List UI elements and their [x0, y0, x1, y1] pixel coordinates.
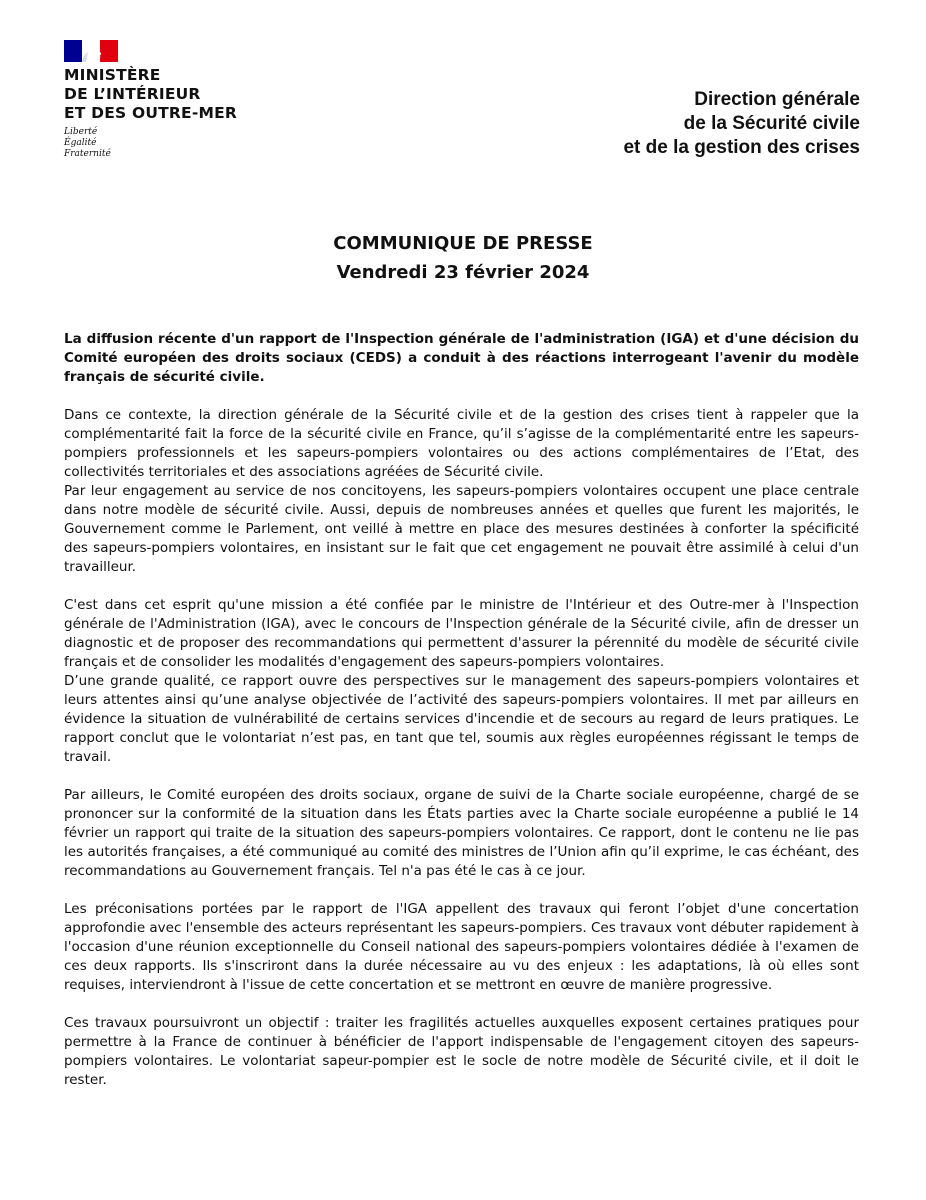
direction-name	[623, 88, 860, 160]
body-paragraph: Dans ce contexte, la direction générale de la Sécurité civile et de la gestion des crises tient à rappeler que la complémentarité fait la force de la sécurité civile en France, qu’il s’agisse de la complémentarité entre les sapeurs-pompiers professionnels et les sapeurs-pompiers volontaires ou des actions complémentaires de l’Etat, des collectivités territoriales et des associations agréées de Sécurité civile.	[64, 407, 859, 480]
body-paragraph: C'est dans cet esprit qu'une mission a été confiée par le ministre de l'Intérieur et des Outre-mer à l'Inspection générale de l'Administration (IGA), avec le concours de l'Inspection générale de la Sécurité civile, afin de dresser un diagnostic et de proposer des recommandations qui permettent d'assurer la pérennité du modèle de sécurité civile français et de consolider les modalités d'engagement des sapeurs-pompiers volontaires.	[64, 597, 859, 670]
document-body	[64, 330, 859, 1109]
body-paragraph: Les préconisations portées par le rapport de l'IGA appellent des travaux qui feront l’objet d'une concertation approfondie avec l'ensemble des acteurs représentant les sapeurs-pompiers. Ces travaux vont débuter rapidement à l'occasion d'une réunion exceptionnelle du Conseil national des sapeurs-pompiers volontaires dédiée à l'examen de ces deux rapports. Ils s'inscriront dans la durée nécessaire au vu des enjeux : les adaptations, là où elles sont requises, interviendront à l'issue de cette concertation et se mettront en œuvre de manière progressive.	[64, 901, 859, 993]
ministry-logo	[64, 40, 284, 160]
document-date: Vendredi 23 février 2024	[336, 262, 590, 283]
ministry-line: ET DES OUTRE-MER	[64, 104, 238, 122]
body-paragraph: Par leur engagement au service de nos concitoyens, les sapeurs-pompiers volontaires occupent une place centrale dans notre modèle de sécurité civile. Aussi, depuis de nombreuses années et quelles que furent les majorités, le Gouvernement comme le Parlement, ont veillé à mettre en place des mesures destinées à conforter la spécificité des sapeurs-pompiers volontaires, en insistant sur le fait que cet engagement ne pouvait être assimilé à celui d'un travailleur.	[64, 483, 859, 575]
direction-line: et de la gestion des crises	[623, 137, 860, 158]
direction-line: Direction générale	[694, 89, 860, 110]
motto-line: Égalité	[64, 138, 97, 148]
body-paragraph: Ces travaux poursuivront un objectif : traiter les fragilités actuelles auxquelles exposent certaines pratiques pour permettre à la France de continuer à bénéficier de l'apport indispensable de l'engagement citoyen des sapeurs-pompiers volontaires. Le volontariat sapeur-pompier est le socle de notre modèle de Sécurité civile, et il doit le rester.	[64, 1015, 859, 1088]
marianne-flag-icon	[64, 40, 118, 62]
lead-paragraph: La diffusion récente d'un rapport de l'Inspection générale de l'administration (IGA) et d'une décision du Comité européen des droits sociaux (CEDS) a conduit à des réactions interrogeant l'avenir du modèle français de sécurité civile.	[64, 331, 859, 385]
motto-line: Liberté	[64, 127, 98, 137]
direction-line: de la Sécurité civile	[683, 113, 860, 134]
motto-line: Fraternité	[64, 149, 111, 159]
document-heading: COMMUNIQUE DE PRESSE	[333, 233, 593, 254]
marianne-profile-icon	[72, 40, 112, 62]
ministry-line: DE L’INTÉRIEUR	[64, 85, 201, 103]
body-paragraph: D’une grande qualité, ce rapport ouvre des perspectives sur le management des sapeurs-pompiers volontaires et leurs attentes ainsi qu’une analyse objectivée de l’activité des sapeurs-pompiers volontaires. Il met par ailleurs en évidence la situation de vulnérabilité de certains services d'incendie et de secours au regard de leurs pratiques. Le rapport conclut que le volontariat n’est pas, en tant que tel, soumis aux règles européennes régissant le temps de travail.	[64, 673, 859, 765]
ministry-line: MINISTÈRE	[64, 66, 161, 84]
republic-motto	[64, 127, 284, 160]
body-paragraph: Par ailleurs, le Comité européen des droits sociaux, organe de suivi de la Charte sociale européenne, chargé de se prononcer sur la conformité de la situation dans les États parties avec la Charte sociale européenne a publié le 14 février un rapport qui traite de la situation des sapeurs-pompiers volontaires. Ce rapport, dont le contenu ne lie pas les autorités françaises, a été communiqué au comité des ministres de l’Union afin qu’il exprime, le cas échéant, des recommandations au Gouvernement français. Tel n'a pas été le cas à ce jour.	[64, 787, 859, 879]
press-release-title	[0, 229, 926, 287]
ministry-name	[64, 66, 284, 123]
